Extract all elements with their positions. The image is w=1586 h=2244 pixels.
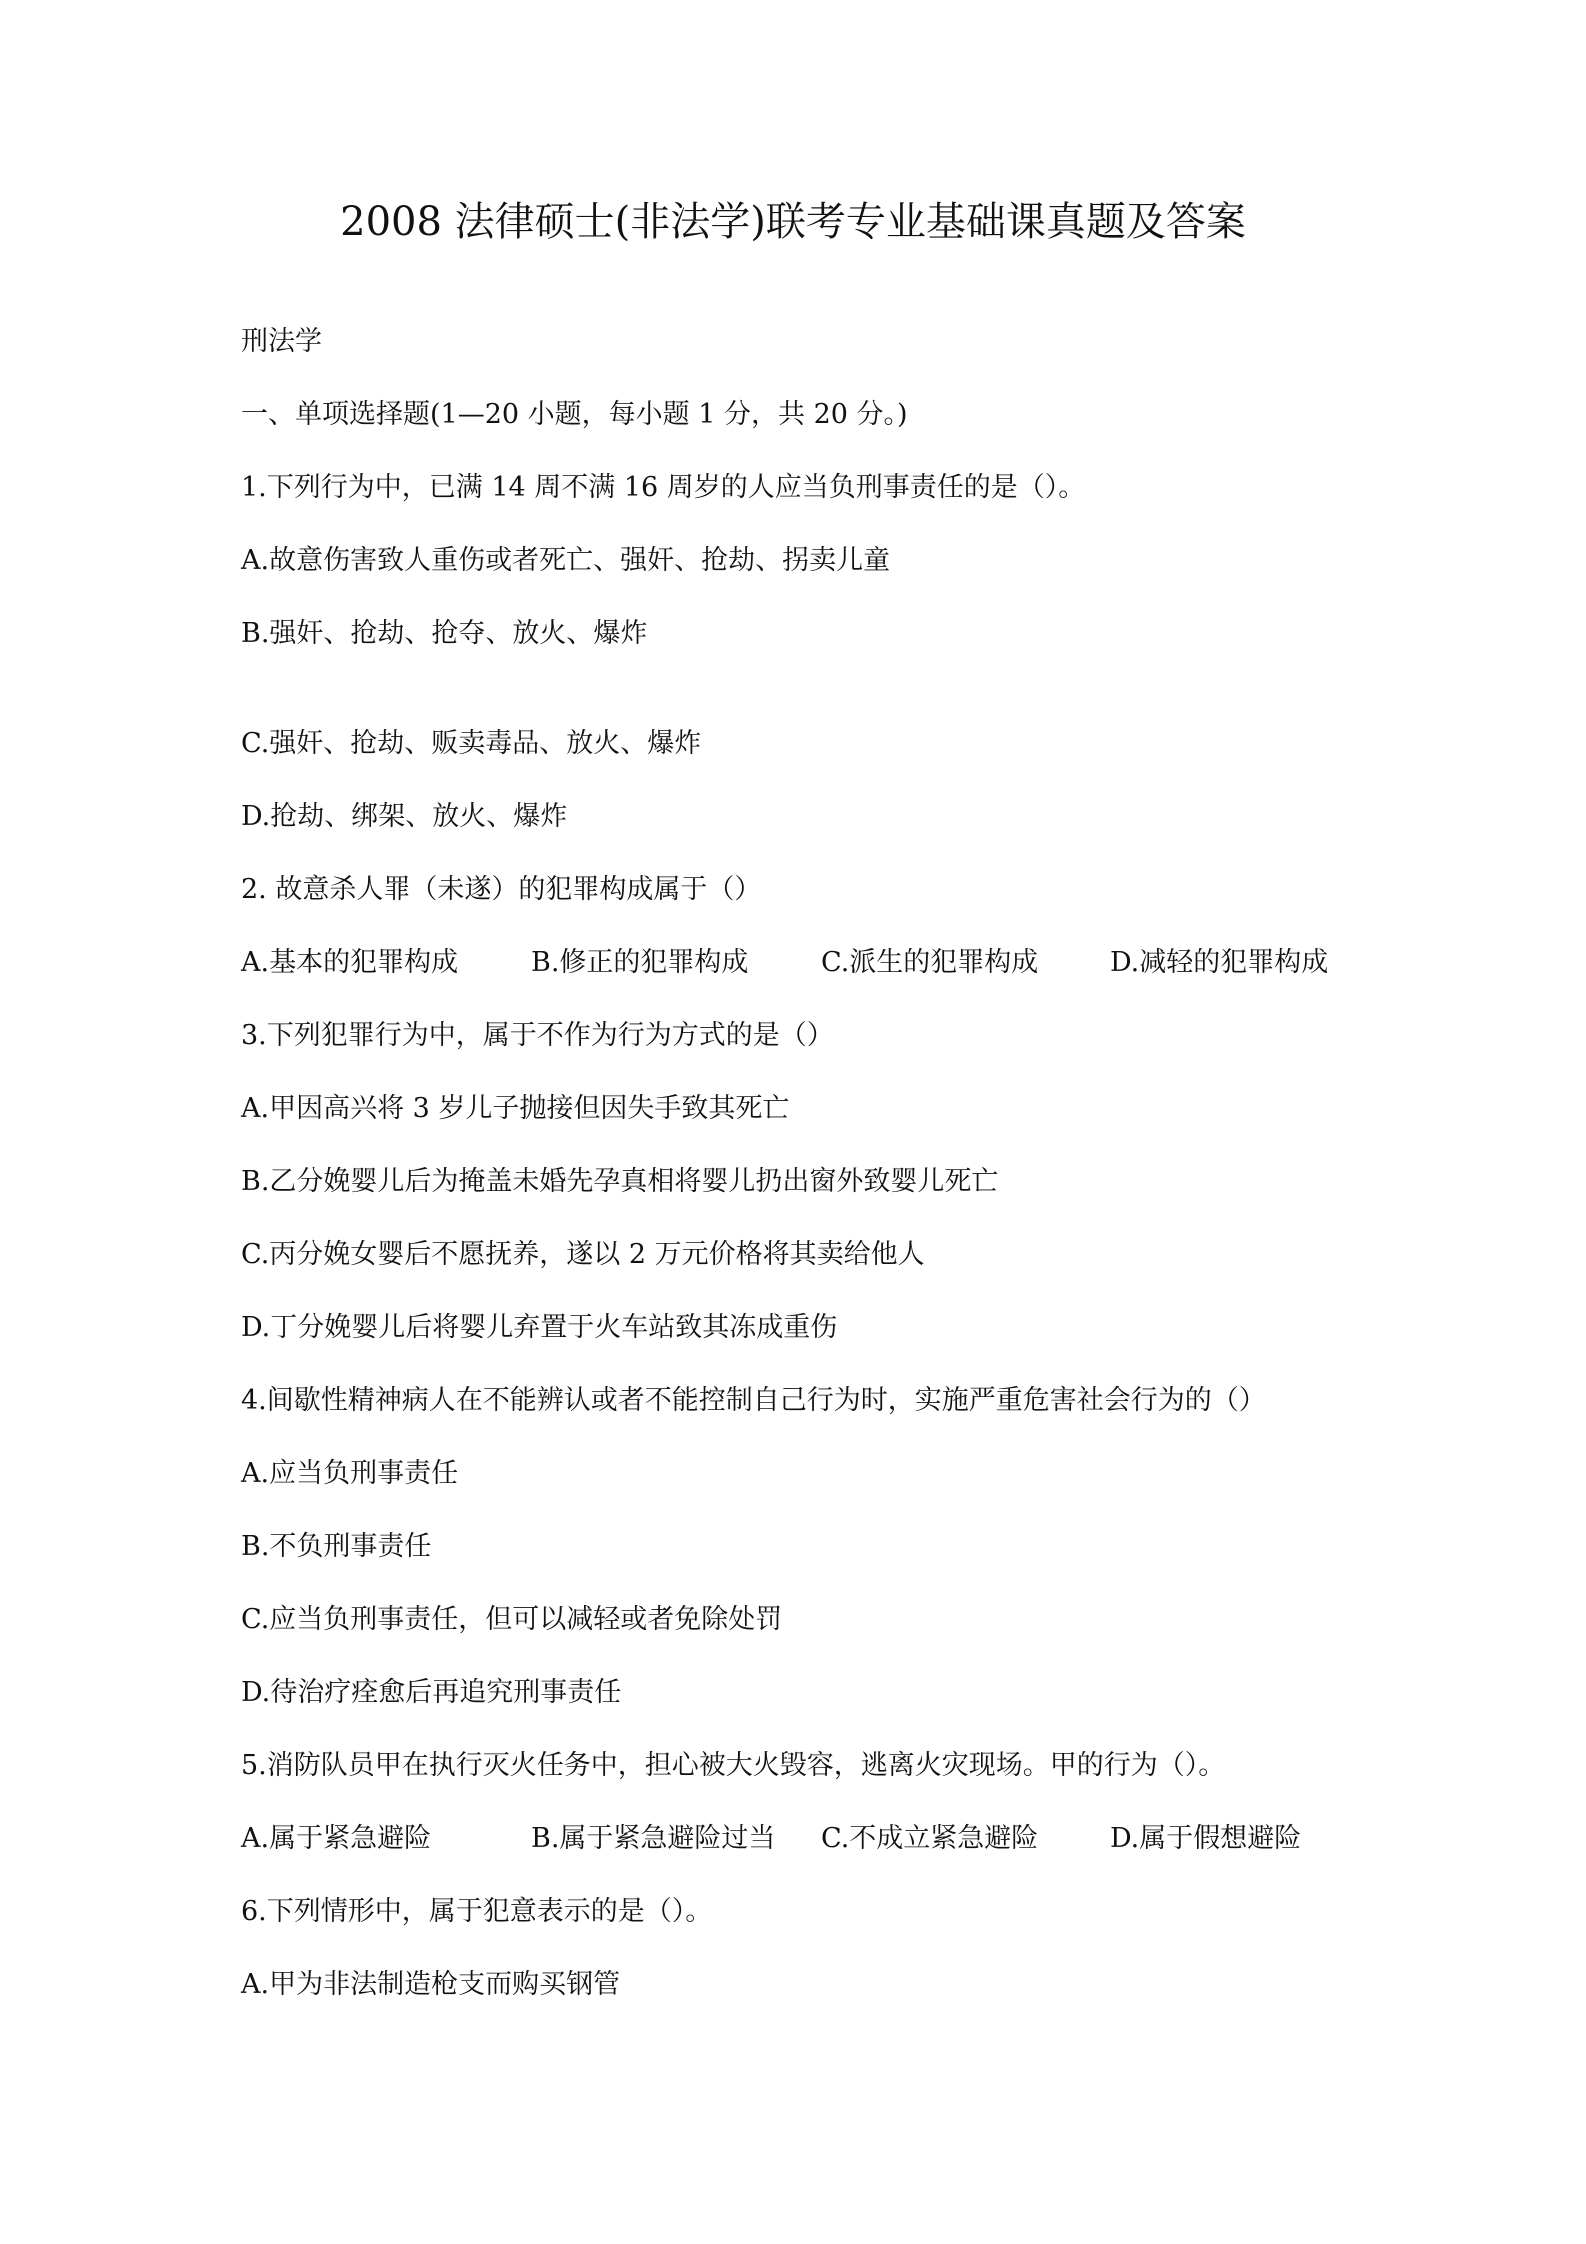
question-5-stem: 5.消防队员甲在执行灭火任务中，担心被大火毁容，逃离火灾现场。甲的行为（）。: [241, 1750, 1226, 1781]
question-1-option-b: B.强奸、抢劫、抢夺、放火、爆炸: [241, 618, 648, 649]
document-title: 2008 法律硕士(非法学)联考专业基础课真题及答案: [340, 199, 1246, 245]
question-5-option-a: A.属于紧急避险: [241, 1823, 432, 1854]
question-3-option-c: C.丙分娩女婴后不愿抚养，遂以 2 万元价格将其卖给他人: [241, 1239, 925, 1270]
question-1-stem: 1.下列行为中，已满 14 周不满 16 周岁的人应当负刑事责任的是（）。: [241, 472, 1086, 503]
question-2-stem: 2. 故意杀人罪（未遂）的犯罪构成属于（）: [241, 874, 762, 905]
question-4-option-d: D.待治疗痊愈后再追究刑事责任: [241, 1677, 622, 1708]
question-3-option-a: A.甲因高兴将 3 岁儿子抛接但因失手致其死亡: [241, 1093, 790, 1124]
question-6-stem: 6.下列情形中，属于犯意表示的是（）。: [241, 1896, 713, 1927]
part-heading: 一、单项选择题(1—20 小题，每小题 1 分，共 20 分。): [241, 399, 908, 430]
question-3-option-b: B.乙分娩婴儿后为掩盖未婚先孕真相将婴儿扔出窗外致婴儿死亡: [241, 1166, 999, 1197]
question-5-option-b: B.属于紧急避险过当: [531, 1823, 776, 1854]
question-3-option-d: D.丁分娩婴儿后将婴儿弃置于火车站致其冻成重伤: [241, 1312, 838, 1343]
question-2-option-c: C.派生的犯罪构成: [821, 947, 1039, 978]
question-5-option-d: D.属于假想避险: [1110, 1823, 1302, 1854]
question-2-option-b: B.修正的犯罪构成: [531, 947, 749, 978]
question-2-option-d: D.减轻的犯罪构成: [1110, 947, 1329, 978]
question-1-option-c: C.强奸、抢劫、贩卖毒品、放火、爆炸: [241, 728, 702, 759]
question-6-option-a: A.甲为非法制造枪支而购买钢管: [241, 1969, 621, 2000]
question-5-option-c: C.不成立紧急避险: [821, 1823, 1039, 1854]
question-3-stem: 3.下列犯罪行为中，属于不作为行为方式的是（）: [241, 1020, 834, 1051]
question-1-option-a: A.故意伤害致人重伤或者死亡、强奸、抢劫、拐卖儿童: [241, 545, 891, 576]
section-heading: 刑法学: [241, 326, 322, 357]
question-4-option-a: A.应当负刑事责任: [241, 1458, 459, 1489]
question-4-stem: 4.间歇性精神病人在不能辨认或者不能控制自己行为时，实施严重危害社会行为的（）: [241, 1385, 1266, 1416]
question-2-option-a: A.基本的犯罪构成: [241, 947, 459, 978]
question-1-option-d: D.抢劫、绑架、放火、爆炸: [241, 801, 568, 832]
question-4-option-c: C.应当负刑事责任，但可以减轻或者免除处罚: [241, 1604, 783, 1635]
question-4-option-b: B.不负刑事责任: [241, 1531, 432, 1562]
